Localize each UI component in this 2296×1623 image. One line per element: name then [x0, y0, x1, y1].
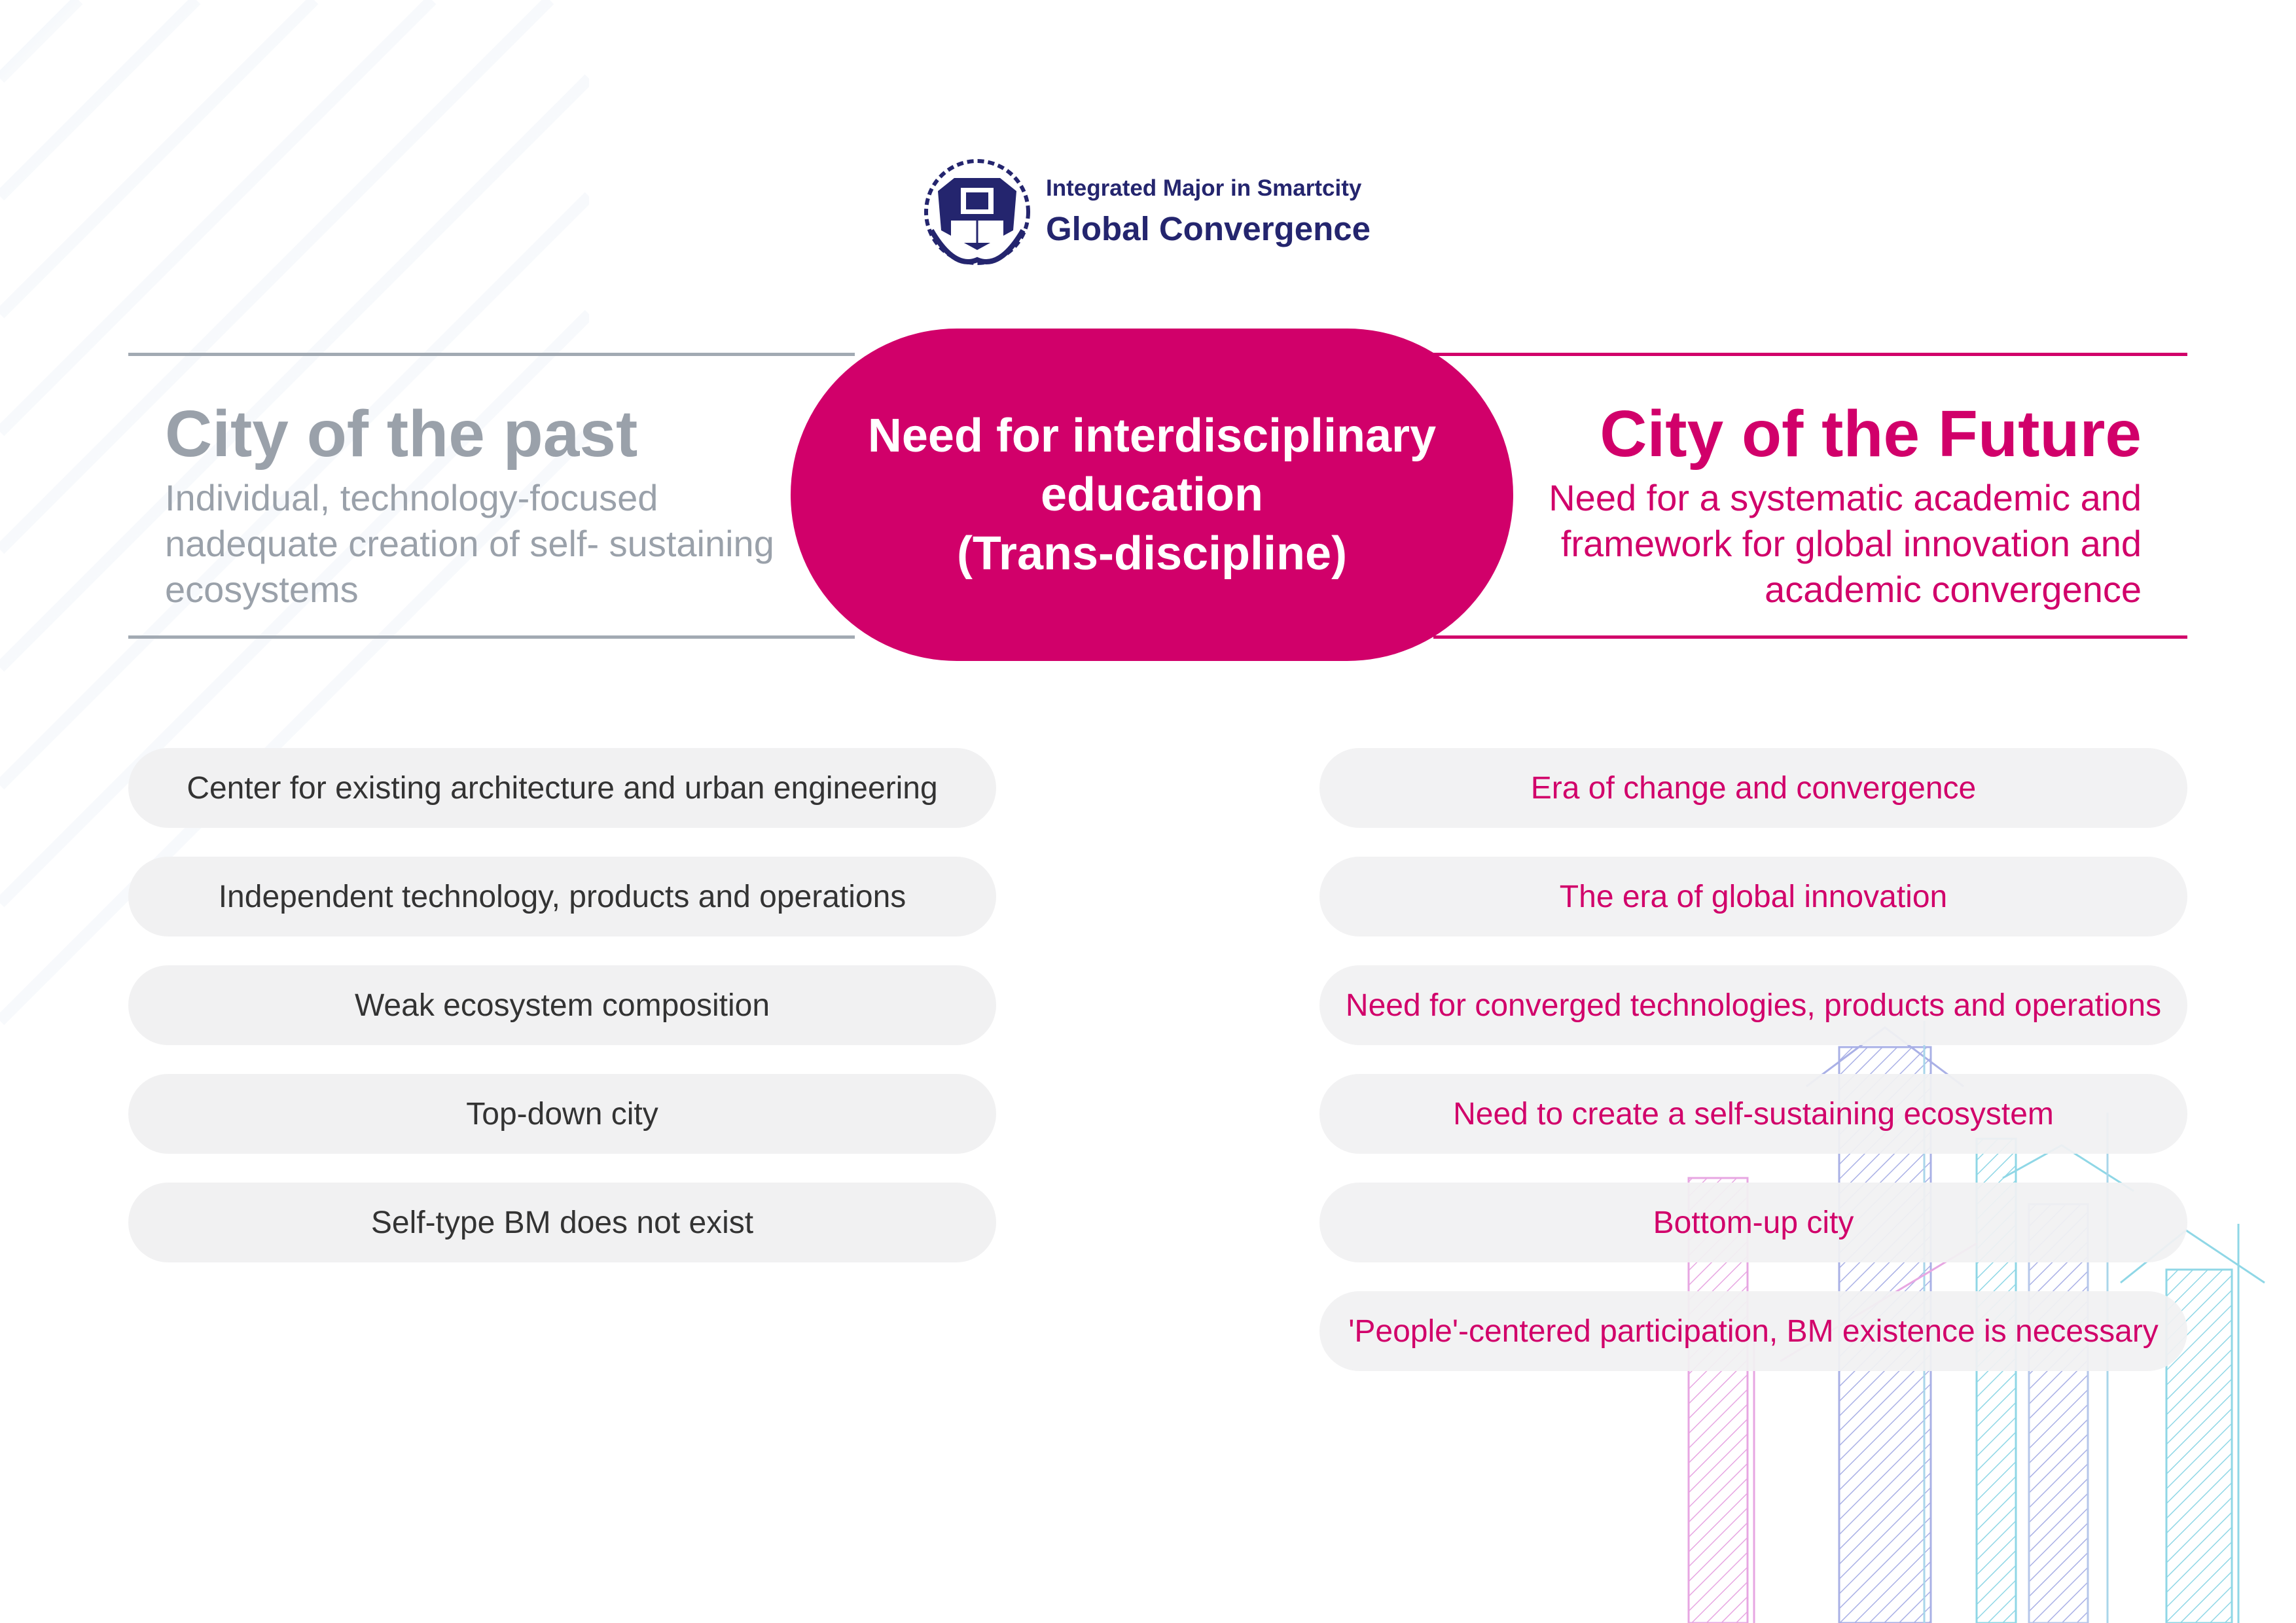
- center-line: Need for interdisciplinary: [867, 410, 1437, 462]
- university-emblem-icon: [915, 152, 1039, 276]
- past-item: Center for existing architecture and urban engineering: [128, 748, 996, 828]
- logo-title: Global Convergence: [1046, 210, 1371, 247]
- divider-right-top: [1433, 353, 2187, 356]
- divider-left-top: [128, 353, 855, 356]
- past-item: Weak ecosystem composition: [128, 965, 996, 1045]
- future-subtitle-line: framework for global innovation and: [1560, 523, 2142, 564]
- future-item: The era of global innovation: [1319, 857, 2187, 936]
- future-item: Bottom-up city: [1319, 1183, 2187, 1262]
- future-title: City of the Future: [1600, 397, 2142, 471]
- center-line: education: [1040, 469, 1264, 521]
- past-item: Self-type BM does not exist: [128, 1183, 996, 1262]
- divider-right-bottom: [1433, 635, 2187, 639]
- future-item: 'People'-centered participation, BM existence is necessary: [1319, 1291, 2187, 1371]
- past-item: Independent technology, products and operations: [128, 857, 996, 936]
- future-item: Era of change and convergence: [1319, 748, 2187, 828]
- past-item: Top-down city: [128, 1074, 996, 1154]
- logo-subtitle: Integrated Major in Smartcity: [1046, 175, 1362, 201]
- future-subtitle-line: academic convergence: [1765, 569, 2142, 610]
- future-item: Need for converged technologies, products and operations: [1319, 965, 2187, 1045]
- center-line: (Trans-discipline): [956, 527, 1348, 580]
- interdisciplinary-badge: [791, 329, 1513, 661]
- future-subtitle-line: Need for a systematic academic and: [1549, 477, 2142, 518]
- future-item: Need to create a self-sustaining ecosystem: [1319, 1074, 2187, 1154]
- past-subtitle-line: nadequate creation of self- sustaining: [165, 523, 774, 564]
- divider-left-bottom: [128, 635, 855, 639]
- past-subtitle-line: ecosystems: [165, 569, 359, 610]
- past-title: City of the past: [165, 397, 638, 471]
- past-subtitle-line: Individual, technology-focused: [165, 477, 658, 518]
